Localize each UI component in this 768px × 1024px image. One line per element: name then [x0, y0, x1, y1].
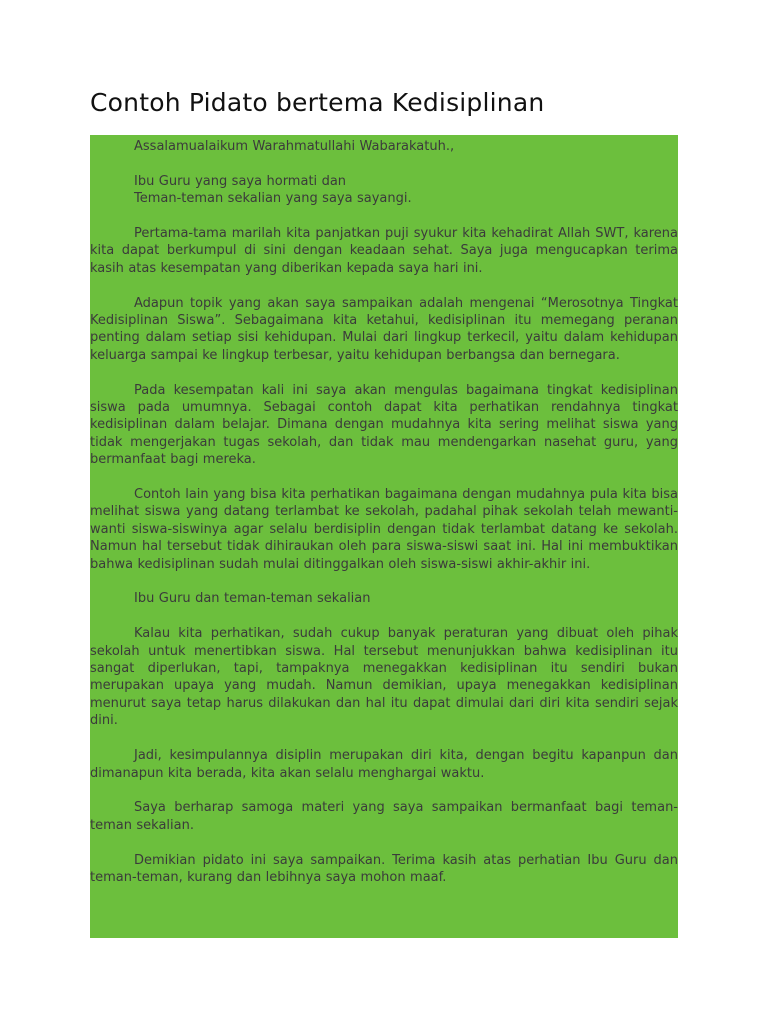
- document-title: Contoh Pidato bertema Kedisiplinan: [90, 88, 545, 117]
- paragraph-greeting: [90, 138, 678, 155]
- paragraph-salutation: [90, 173, 678, 208]
- paragraph-study-discipline: Pada kesempatan kali ini saya akan mengulas bagaimana tingkat kedisiplinan siswa pada umumnya. Sebagai contoh dapat kita perhatikan rendahnya tingkat kedisiplinan dalam belajar. Dimana dengan mudahnya kita sering melihat siswa yang tidak mengerjakan tugas sekolah, dan tidak mau mendengarkan nasehat guru, yang bermanfaat bagi mereka.: [90, 382, 678, 468]
- paragraph-opening: Pertama-tama marilah kita panjatkan puji syukur kita kehadirat Allah SWT, karena kita dapat berkumpul di sini dengan keadaan sehat. Saya juga mengucapkan terima kasih atas kesempatan yang diberikan kepada saya hari ini.: [90, 226, 678, 276]
- greeting-line: Assalamualaikum Warahmatullahi Wabarakatuh.,: [134, 139, 455, 154]
- paragraph-rules: Kalau kita perhatikan, sudah cukup banyak peraturan yang dibuat oleh pihak sekolah untuk menertibkan siswa. Hal tersebut menunjukkan bahwa kedisiplinan itu sangat diperlukan, tapi, tampaknya menegakkan kedisiplinan itu sendiri bukan merupakan upaya yang mudah. Namun demikian, upaya menegakkan kedisiplinan menurut saya tetap harus dilakukan dan hal itu dapat dimulai dari diri kita sendiri sejak dini.: [90, 626, 678, 729]
- speech-panel: [90, 135, 678, 938]
- paragraph-topic: Adapun topik yang akan saya sampaikan adalah mengenai “Merosotnya Tingkat Kedisiplinan Siswa”. Sebagaimana kita ketahui, kedisiplinan itu memegang peranan penting dalam setiap sisi kehidupan. Mulai dari lingkup terkecil, yaitu dalam kehidupan keluarga sampai ke lingkup terbesar, yaitu kehidupan berbangsa dan bernegara.: [90, 295, 678, 363]
- paragraph-address: Ibu Guru dan teman-teman sekalian: [134, 591, 371, 607]
- salutation-line-1: Ibu Guru yang saya hormati dan: [134, 173, 347, 189]
- speech-body: [90, 138, 678, 904]
- paragraph-lateness: Contoh lain yang bisa kita perhatikan bagaimana dengan mudahnya pula kita bisa melihat siswa yang datang terlambat ke sekolah, padahal pihak sekolah telah mewanti-wanti siswa-siswinya agar selalu berdisiplin dengan tidak terlambat datang ke sekolah. Namun hal tersebut tidak dihiraukan oleh para siswa-siswi saat ini. Hal ini membuktikan bahwa kedisiplinan sudah mulai ditinggalkan oleh siswa-siswi akhir-akhir ini.: [90, 487, 678, 572]
- paragraph-conclusion: Jadi, kesimpulannya disiplin merupakan diri kita, dengan begitu kapanpun dan dimanapun kita berada, kita akan selalu menghargai waktu.: [90, 748, 678, 781]
- paragraph-closing: Demikian pidato ini saya sampaikan. Terima kasih atas perhatian Ibu Guru dan teman-teman, kurang dan lebihnya saya mohon maaf.: [90, 852, 678, 885]
- salutation-line-2: Teman-teman sekalian yang saya sayangi.: [134, 191, 412, 207]
- paragraph-hope: Saya berharap samoga materi yang saya sampaikan bermanfaat bagi teman-teman sekalian.: [90, 800, 678, 833]
